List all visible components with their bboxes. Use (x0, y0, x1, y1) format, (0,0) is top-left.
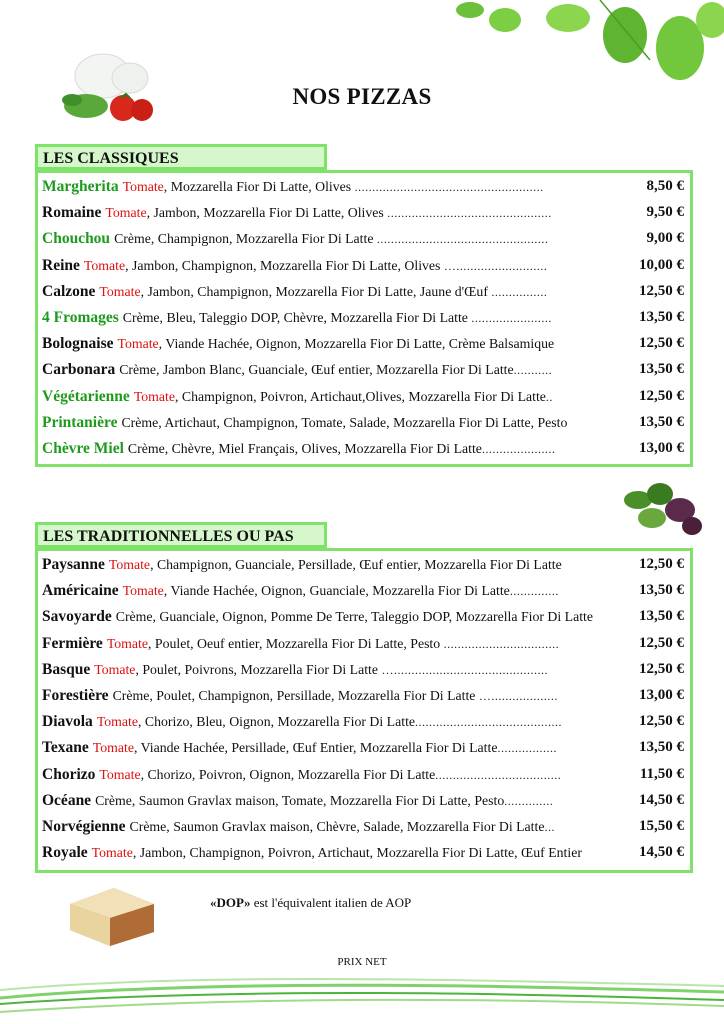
pizza-price: 13,00 € (639, 440, 684, 456)
pizza-description: , Champignon, Poivron, Artichaut,Olives, Mozzarella Fior Di Latte (175, 388, 546, 404)
pizza-description: Crème, Bleu, Taleggio DOP, Chèvre, Mozzarella Fior Di Latte (122, 310, 472, 325)
leader-dots: ................................................. (376, 232, 549, 247)
leader-dots: ... (544, 820, 555, 834)
menu-item (42, 608, 684, 634)
leader-dots: ................................. (443, 636, 560, 651)
menu-item (42, 309, 684, 335)
pizza-description: Crème, Chèvre, Miel Français, Olives, Mozzarella Fior Di Latte (127, 441, 482, 456)
pizza-name: Forestière (42, 687, 109, 704)
pizza-name: Savoyarde (42, 608, 112, 626)
pizza-description: , Poulet, Poivrons, Mozzarella Fior Di Latte (135, 661, 382, 677)
pizza-price: 13,00 € (639, 687, 684, 703)
pizza-description: Crème, Saumon Gravlax maison, Tomate, Mozzarella Fior Di Latte, Pesto (95, 792, 505, 808)
pizza-price: 8,50 € (646, 178, 684, 194)
menu-item (42, 283, 684, 309)
pizza-price: 14,50 € (639, 844, 684, 861)
pizza-price: 15,50 € (639, 818, 684, 834)
pizza-price: 13,50 € (639, 309, 684, 325)
pizza-description: , Jambon, Champignon, Poivron, Artichaut, Mozzarella Fior Di Latte, Œuf Entier (132, 845, 582, 861)
menu-item (42, 335, 684, 361)
tomato-base-label: Tomate (92, 740, 134, 756)
pizza-price: 13,50 € (639, 413, 684, 430)
tomato-base-label: Tomate (83, 257, 126, 273)
leader-dots: ................ (491, 284, 548, 299)
menu-item (42, 414, 684, 440)
leader-dots: ..................... (481, 442, 556, 456)
section-heading-traditionnelles: LES TRADITIONNELLES OU PAS (35, 522, 327, 548)
menu-item (42, 739, 684, 765)
menu-item (42, 230, 684, 256)
dop-note (210, 895, 411, 911)
pizza-price: 12,50 € (639, 634, 684, 651)
pizza-description: Crème, Poulet, Champignon, Persillade, Mozzarella Fior Di Latte (112, 688, 479, 703)
pizza-price: 13,50 € (639, 582, 684, 599)
pizza-name: Fermière (42, 634, 103, 652)
leader-dots: ................. (497, 741, 557, 756)
tomato-base-label: Tomate (108, 557, 151, 572)
pizza-name: Chorizo (42, 765, 96, 783)
menu-item (42, 257, 684, 283)
pizza-description: , Chorizo, Bleu, Oignon, Mozzarella Fior Di Latte (138, 714, 416, 730)
leader-dots: ........... (513, 363, 553, 378)
pizza-description: , Viande Hachée, Persillade, Œuf Entier, Mozzarella Fior Di Latte (133, 740, 498, 756)
pizza-description: Crème, Saumon Gravlax maison, Chèvre, Salade, Mozzarella Fior Di Latte (129, 819, 545, 834)
tomato-base-label: Tomate (99, 283, 141, 299)
pizza-name: Reine (42, 256, 80, 274)
tomato-base-label: Tomate (122, 583, 164, 599)
leader-dots: …............................................ (381, 662, 548, 677)
leader-dots: …................... (478, 689, 558, 703)
tomato-base-label: Tomate (117, 336, 159, 352)
pizza-price: 14,50 € (639, 791, 684, 808)
pizza-description: Crème, Champignon, Mozzarella Fior Di Latte (114, 231, 377, 247)
pizza-name: Carbonara (42, 361, 116, 379)
pizza-name: Printanière (42, 413, 118, 431)
leader-dots: ….......................... (443, 258, 548, 273)
pizza-description: , Champignon, Guanciale, Persillade, Œuf entier, Mozzarella Fior Di Latte (150, 557, 562, 572)
pizza-description: , Poulet, Oeuf entier, Mozzarella Fior Di Latte, Pesto (148, 635, 444, 651)
green-waves-image (0, 970, 724, 1024)
menu-item (42, 635, 684, 661)
leader-dots: ............................................... (387, 206, 552, 221)
pizza-name: Paysanne (42, 556, 105, 573)
pizza-name: 4 Fromages (42, 309, 119, 326)
leader-dots: .......................................... (415, 715, 563, 730)
taleggio-cheese-image (64, 884, 156, 948)
pizza-description: , Chorizo, Poivron, Oignon, Mozzarella Fior Di Latte (140, 766, 436, 782)
tomato-base-label: Tomate (91, 845, 133, 861)
leader-dots: ....................... (471, 311, 552, 325)
pizza-price: 13,50 € (639, 739, 684, 756)
section-heading-classiques: LES CLASSIQUES (35, 144, 327, 170)
pizza-name: Norvégienne (42, 818, 126, 835)
menu-item (42, 766, 684, 792)
pizza-name: Royale (42, 844, 88, 862)
pizza-name: Romaine (42, 204, 102, 222)
menu-item (42, 388, 684, 414)
pizza-name: Océane (42, 791, 92, 809)
pizza-price: 12,50 € (639, 282, 684, 299)
tomato-base-label: Tomate (106, 635, 148, 651)
menu-item (42, 582, 684, 608)
pizza-description: , Viande Hachée, Oignon, Guanciale, Mozzarella Fior Di Latte (163, 583, 510, 599)
menu-item (42, 556, 684, 582)
tomato-base-label: Tomate (94, 661, 136, 677)
menu-item (42, 440, 684, 466)
pizza-price: 12,50 € (639, 556, 684, 572)
basil-leaves-image (618, 478, 704, 540)
pizza-name: Végétarienne (42, 387, 130, 405)
tomato-base-label: Tomate (133, 388, 175, 404)
dop-note-text: est l'équivalent italien de AOP (250, 895, 412, 910)
menu-item (42, 204, 684, 230)
menu-item (42, 687, 684, 713)
pizza-price: 9,50 € (646, 204, 684, 221)
menu-item (42, 361, 684, 387)
pizza-name: Calzone (42, 282, 96, 300)
menu-box-classiques (35, 170, 693, 467)
pizza-name: Diavola (42, 713, 93, 731)
menu-item (42, 178, 684, 204)
pizza-description: , Viande Hachée, Oignon, Mozzarella Fior Di Latte, Crème Balsamique (158, 336, 555, 352)
leader-dots: .................................... (435, 767, 562, 782)
pizza-name: Basque (42, 660, 91, 678)
pizza-name: Chouchou (42, 230, 111, 248)
pizza-name: Chèvre Miel (42, 440, 124, 457)
dop-note-bold: «DOP» (210, 895, 251, 910)
pizza-description: Crème, Jambon Blanc, Guanciale, Œuf entier, Mozzarella Fior Di Latte (119, 362, 514, 378)
leader-dots: .. (545, 389, 553, 404)
pizza-description: , Jambon, Mozzarella Fior Di Latte, Olives (146, 205, 388, 221)
pizza-description: , Mozzarella Fior Di Latte, Olives (163, 179, 355, 194)
pizza-description: Crème, Guanciale, Oignon, Pomme De Terre, Taleggio DOP, Mozzarella Fior Di Latte (115, 609, 594, 625)
pizza-description: , Jambon, Champignon, Mozzarella Fior Di Latte, Olives (125, 257, 444, 273)
menu-item (42, 661, 684, 687)
pizza-name: Margherita (42, 178, 119, 195)
prix-net-footer: PRIX NET (337, 956, 387, 968)
tomato-base-label: Tomate (96, 714, 138, 730)
page-title: NOS PIZZAS (292, 84, 432, 109)
pizza-description: , Jambon, Champignon, Mozzarella Fior Di Latte, Jaune d'Œuf (140, 283, 492, 299)
pizza-description: Crème, Artichaut, Champignon, Tomate, Salade, Mozzarella Fior Di Latte, Pesto (121, 414, 568, 430)
pizza-name: Texane (42, 739, 89, 757)
tomato-base-label: Tomate (122, 179, 164, 194)
leader-dots: .............. (504, 793, 554, 808)
pizza-price: 12,50 € (639, 660, 684, 677)
pizza-price: 13,50 € (639, 361, 684, 378)
pizza-price: 10,00 € (639, 256, 684, 273)
menu-box-traditionnelles (35, 548, 693, 873)
pizza-name: Bolognaise (42, 335, 114, 353)
pizza-price: 13,50 € (639, 608, 684, 625)
leader-dots: ...................................................... (354, 180, 544, 194)
menu-item (42, 844, 684, 870)
menu-item (42, 818, 684, 844)
pizza-name: Américaine (42, 582, 119, 600)
pizza-price: 9,00 € (646, 230, 684, 247)
pizza-price: 12,50 € (639, 335, 684, 352)
pizza-price: 11,50 € (639, 765, 684, 782)
menu-item (42, 792, 684, 818)
menu-item (42, 713, 684, 739)
tomato-base-label: Tomate (99, 766, 141, 782)
pizza-price: 12,50 € (639, 387, 684, 404)
pizza-price: 12,50 € (639, 713, 684, 730)
tomato-base-label: Tomate (105, 205, 147, 221)
leader-dots: .............. (509, 584, 559, 599)
